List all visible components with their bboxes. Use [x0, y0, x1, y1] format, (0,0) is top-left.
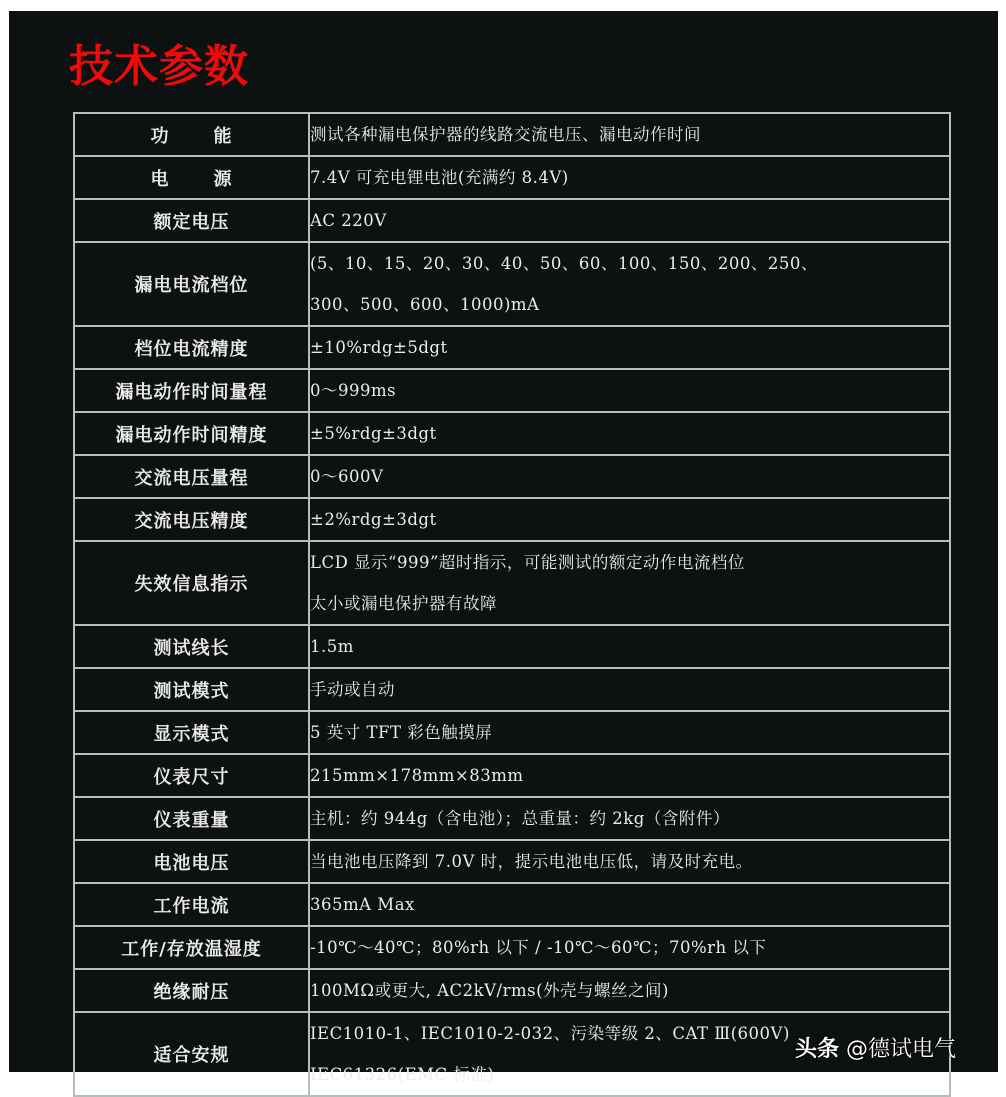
row-value-line: 215mm×178mm×83mm — [310, 766, 524, 785]
row-value-line: ±10%rdg±5dgt — [310, 338, 448, 357]
row-value — [309, 326, 950, 369]
row-value-line: AC 220V — [310, 211, 387, 230]
table-row-operating-current — [74, 883, 950, 926]
row-value-line: -10℃～40℃；80%rh 以下 / -10℃～60℃；70%rh 以下 — [310, 938, 767, 957]
row-value-line: 主机：约 944g（含电池）；总重量：约 2kg（含附件） — [310, 809, 730, 828]
watermark — [795, 1032, 956, 1063]
row-value-line: 5 英寸 TFT 彩色触摸屏 — [310, 723, 493, 742]
row-label: 失效信息指示 — [74, 541, 309, 625]
row-label: 显示模式 — [74, 711, 309, 754]
table-row-ac-voltage-range — [74, 455, 950, 498]
row-label: 额定电压 — [74, 199, 309, 242]
row-label: 测试模式 — [74, 668, 309, 711]
row-value-line: 当电池电压降到 7.0V 时，提示电池电压低，请及时充电。 — [310, 852, 753, 871]
watermark-handle: @德试电气 — [846, 1037, 957, 1062]
table-row-battery-voltage — [74, 840, 950, 883]
row-value — [309, 969, 950, 1012]
row-value-line: 300、500、600、1000)mA — [310, 295, 540, 314]
row-value — [309, 242, 950, 326]
row-label: 绝缘耐压 — [74, 969, 309, 1012]
row-value-line: 测试各种漏电保护器的线路交流电压、漏电动作时间 — [310, 125, 701, 144]
table-row-temperature-humidity — [74, 926, 950, 969]
row-label — [74, 156, 309, 199]
row-label: 交流电压量程 — [74, 455, 309, 498]
row-value — [309, 412, 950, 455]
table-row-power-source — [74, 156, 950, 199]
row-label: 仪表尺寸 — [74, 754, 309, 797]
table-row-insulation-withstand — [74, 969, 950, 1012]
row-value — [309, 498, 950, 541]
table-row-failure-indication — [74, 541, 950, 625]
table-row-weight — [74, 797, 950, 840]
row-value-line: 0～600V — [310, 467, 384, 486]
row-value — [309, 883, 950, 926]
table-row-test-mode — [74, 668, 950, 711]
row-value — [309, 156, 950, 199]
watermark-brand: 头条 — [795, 1037, 840, 1062]
row-value-line: ±5%rdg±3dgt — [310, 424, 437, 443]
table-row-trip-time-accuracy — [74, 412, 950, 455]
table-row-rated-voltage — [74, 199, 950, 242]
row-value-line: IEC61326(EMC 标准) — [310, 1065, 495, 1084]
table-row-leakage-current-ranges — [74, 242, 950, 326]
row-value-line: LCD 显示“999”超时指示，可能测试的额定动作电流档位 — [310, 553, 745, 572]
row-label: 工作/存放温湿度 — [74, 926, 309, 969]
row-value-line: 7.4V 可充电锂电池(充满约 8.4V) — [310, 168, 569, 187]
row-label: 仪表重量 — [74, 797, 309, 840]
row-value — [309, 711, 950, 754]
row-label: 交流电压精度 — [74, 498, 309, 541]
row-label-part2: 能 — [213, 125, 233, 147]
row-value-line: ±2%rdg±3dgt — [310, 510, 437, 529]
table-row-range-current-accuracy — [74, 326, 950, 369]
row-value — [309, 754, 950, 797]
table-row-dimensions — [74, 754, 950, 797]
row-label: 电池电压 — [74, 840, 309, 883]
table-row-test-lead-length — [74, 625, 950, 668]
table-row-trip-time-range — [74, 369, 950, 412]
row-value-line: 365mA Max — [310, 895, 415, 914]
row-value-line: 1.5m — [310, 637, 354, 656]
row-value — [309, 369, 950, 412]
row-value — [309, 541, 950, 625]
table-row-ac-voltage-accuracy — [74, 498, 950, 541]
row-label-part1: 电 — [150, 168, 170, 190]
row-label: 测试线长 — [74, 625, 309, 668]
row-label — [74, 113, 309, 156]
row-value — [309, 199, 950, 242]
row-label: 档位电流精度 — [74, 326, 309, 369]
row-value-line: 太小或漏电保护器有故障 — [310, 594, 497, 613]
row-value — [309, 668, 950, 711]
row-value-line: IEC1010-1、IEC1010-2-032、污染等级 2、CAT Ⅲ(600V) — [310, 1024, 790, 1043]
page-title: 技术参数 — [69, 41, 249, 92]
row-value — [309, 840, 950, 883]
table-row-display-mode — [74, 711, 950, 754]
row-label-part2: 源 — [213, 168, 233, 190]
row-value-line: 手动或自动 — [310, 680, 395, 699]
row-label-part1: 功 — [150, 125, 170, 147]
row-value-line: 0～999ms — [310, 381, 397, 400]
row-value — [309, 625, 950, 668]
row-label: 工作电流 — [74, 883, 309, 926]
row-value-line: 100MΩ或更大, AC2kV/rms(外壳与螺丝之间) — [310, 981, 669, 1000]
row-label: 漏电电流档位 — [74, 242, 309, 326]
row-value — [309, 797, 950, 840]
table-row-function — [74, 113, 950, 156]
row-value — [309, 113, 950, 156]
spec-table — [73, 112, 951, 1097]
row-value — [309, 926, 950, 969]
row-label: 漏电动作时间精度 — [74, 412, 309, 455]
spec-sheet-panel — [9, 11, 998, 1084]
row-value — [309, 455, 950, 498]
row-value-line: (5、10、15、20、30、40、50、60、100、150、200、250、 — [310, 254, 818, 273]
row-label: 漏电动作时间量程 — [74, 369, 309, 412]
row-label: 适合安规 — [74, 1012, 309, 1096]
